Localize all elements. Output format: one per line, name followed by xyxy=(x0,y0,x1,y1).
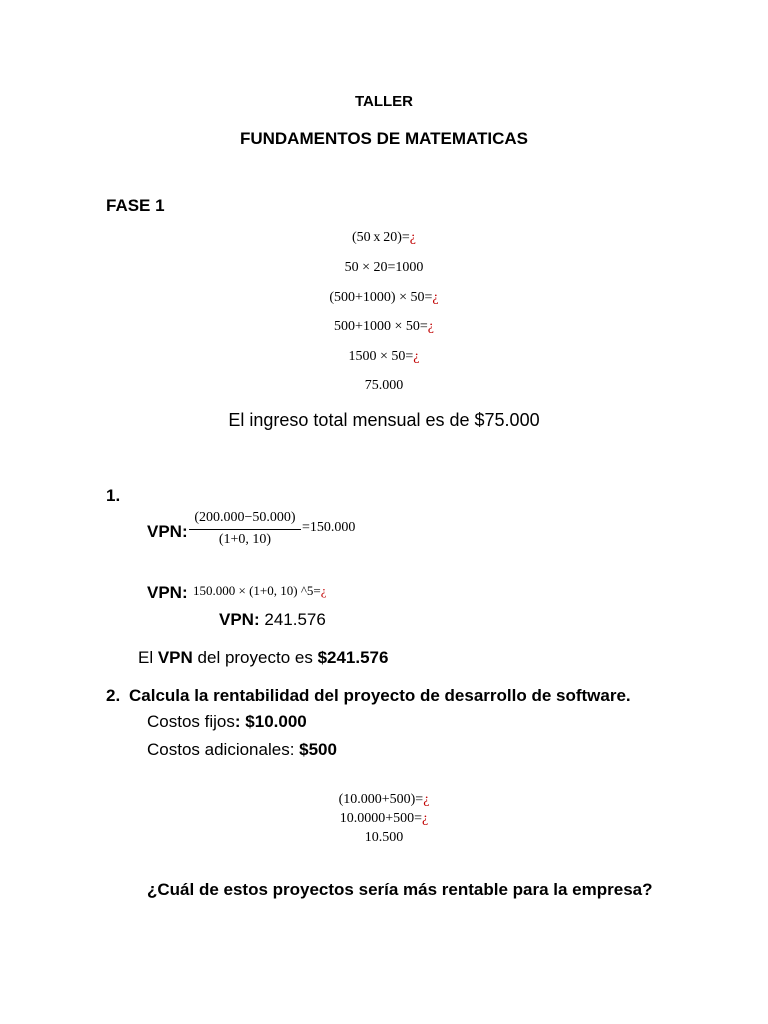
fixed-costs-line: Costos fijos: $10.000 xyxy=(147,712,307,731)
section-heading-fase1: FASE 1 xyxy=(106,196,165,215)
equation-line: 50 × 20=1000 xyxy=(344,260,424,275)
fraction-numerator: (200.000−50.000) xyxy=(194,510,296,525)
equation-line: 10.0000+500=¿ xyxy=(339,811,429,826)
vpn-result-line: VPN: 241.576 xyxy=(219,610,326,629)
document-subtitle: FUNDAMENTOS DE MATEMATICAS xyxy=(239,129,529,148)
equation-line: 1500 × 50=¿ xyxy=(348,349,420,364)
document-title: TALLER xyxy=(354,93,414,110)
fraction-bar xyxy=(189,529,301,530)
fraction-denominator: (1+0, 10) xyxy=(218,532,272,547)
equation-line: (50 x 20)=¿ xyxy=(351,230,417,245)
vpn-conclusion: El VPN del proyecto es $241.576 xyxy=(138,648,389,667)
vpn-fraction xyxy=(189,509,301,553)
fase1-conclusion: El ingreso total mensual es de $75.000 xyxy=(228,410,540,430)
final-question: ¿Cuál de estos proyectos sería más rentable para la empresa? xyxy=(147,880,653,899)
question-number-2: 2. xyxy=(106,686,121,705)
equation-line: 500+1000 × 50=¿ xyxy=(334,319,434,334)
vpn-label: VPN: xyxy=(147,522,188,541)
equation-line: (500+1000) × 50=¿ xyxy=(329,290,439,305)
question-2-title: Calcula la rentabilidad del proyecto de desarrollo de software. xyxy=(129,686,631,705)
additional-costs-line: Costos adicionales: $500 xyxy=(147,740,337,759)
equation-result: 10.500 xyxy=(364,830,404,845)
question-number-1: 1. xyxy=(106,486,121,505)
vpn-compound-expression: 150.000 × (1+0, 10) ^5=¿ xyxy=(193,583,327,598)
equation-result: 75.000 xyxy=(364,378,404,393)
fraction-result: =150.000 xyxy=(302,520,356,535)
vpn-label: VPN: xyxy=(147,583,188,602)
equation-line: (10.000+500)=¿ xyxy=(338,792,430,807)
